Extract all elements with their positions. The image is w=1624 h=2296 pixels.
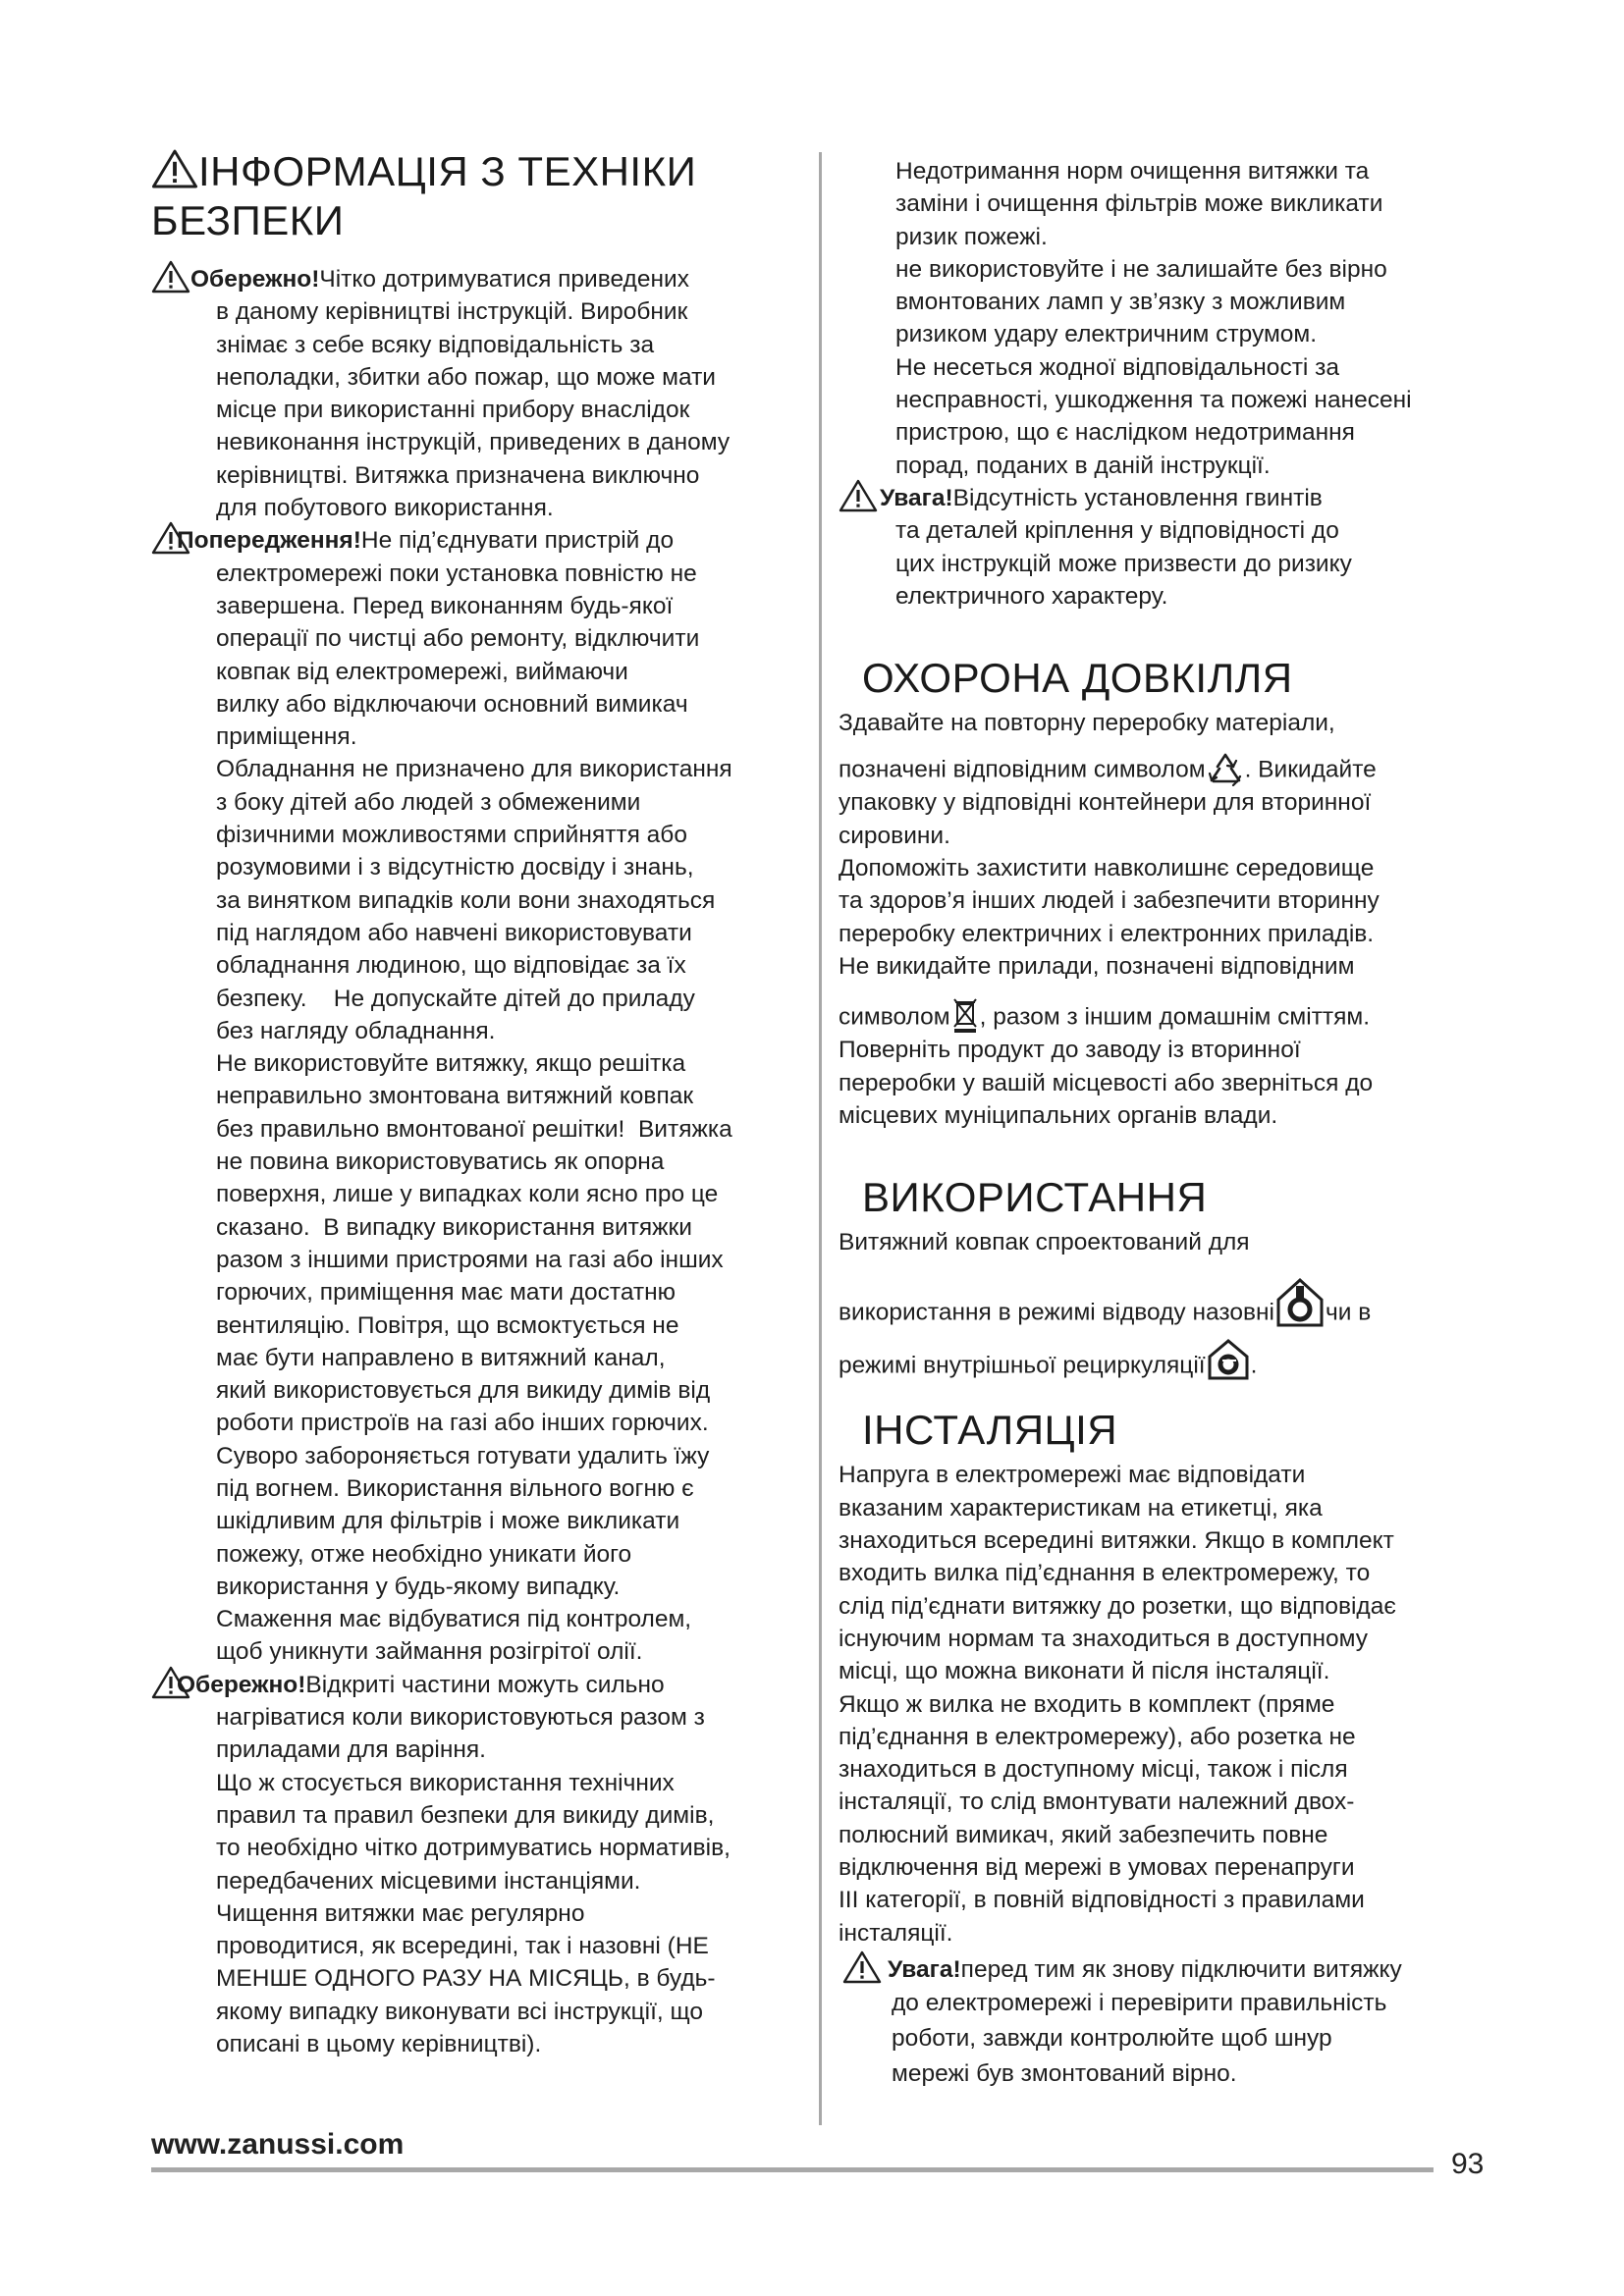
text-line: то необхідно чітко дотримуватись нормативів, (216, 1835, 731, 1862)
text-line: інсталяції, то слід вмонтувати належний двох- (839, 1789, 1355, 1816)
text-line: нагріватися коли використовуються разом з (216, 1704, 705, 1732)
text-line: описані в цьому керівництві). (216, 2031, 542, 2058)
text-line: МЕНШЕ ОДНОГО РАЗУ НА МІСЯЦЬ, в будь- (216, 1965, 716, 1993)
usage-heading: ВИКОРИСТАННЯ (862, 1174, 1208, 1221)
text-line: несправності, ушкодження та пожежі нанесені (895, 387, 1412, 414)
text-line: місці, що можна виконати й після інсталяції. (839, 1658, 1330, 1685)
text-line: інсталяції. (839, 1919, 953, 1947)
text-line: полюсний вимикач, який забезпечить повне (839, 1821, 1328, 1848)
env-lines-3 (839, 786, 1487, 983)
text-line: місце при використанні прибору внаслідок (216, 397, 690, 424)
environment-heading: ОХОРОНА ДОВКІЛЛЯ (862, 655, 1293, 702)
warning-icon (151, 260, 190, 294)
warning-icon (151, 1666, 190, 1699)
text-line: сказано. В випадку використання витяжки (216, 1213, 692, 1241)
text-line: з боку дітей або людей з обмеженими (216, 788, 641, 816)
page-number: 93 (1451, 2148, 1485, 2180)
text-line: приміщення. (216, 723, 357, 751)
text-line: заміни і очищення фільтрів може викликати (895, 190, 1383, 218)
text-line: відключення від мережі в умовах перенапруги (839, 1853, 1355, 1881)
safety-heading: ІНФОРМАЦІЯ З ТЕХНІКИ БЕЗПЕКИ (151, 148, 697, 243)
text-line: Недотримання норм очищення витяжки та (895, 158, 1370, 185)
right-top-lines (839, 155, 1487, 482)
text-line: та деталей кріплення у відповідності до (895, 517, 1339, 545)
text-line: III категорії, в повній відповідності з правилами (839, 1887, 1365, 1914)
text-line: входить вилка під’єднання в електромережу, то (839, 1560, 1371, 1587)
text-line: ризиком удару електричним струмом. (895, 321, 1318, 348)
text-line: слід під’єднати витяжку до розетки, що відповідає (839, 1592, 1396, 1620)
attention-1-lines (886, 514, 1487, 613)
text-line: під наглядом або навчені використовувати (216, 919, 692, 946)
text-line: передбачених місцевими інстанціями. (216, 1867, 641, 1895)
text-line: Не викидайте прилади, позначені відповідним (839, 952, 1355, 980)
text-line: використання у будь-якому випадку. (216, 1573, 621, 1600)
text-line: мережі був змонтований вірно. (892, 2060, 1237, 2088)
text-line: обладнання людиною, що відповідає за їх (216, 952, 686, 980)
text-line: без правильно вмонтованої решітки! Витяжка (216, 1115, 732, 1143)
text-line: фізичними можливостями сприйняття або (216, 822, 687, 849)
text-line: завершена. Перед виконанням будь-якої (216, 592, 674, 619)
text-line: Смаження має відбуватися під контролем, (216, 1606, 692, 1633)
text-line: вилку або відключаючи основний вимикач (216, 690, 688, 718)
attention-block-1: Увага!Відсутність установлення гвинтів та деталей кріплення у відповідності до цих інструкцій може призвести до ризику електричного характеру. (839, 482, 1487, 613)
text-line: сировини. (839, 822, 950, 849)
text-line: Не несеться жодної відповідальності за (895, 353, 1340, 381)
text-line: невиконання інструкцій, приведених в даному (216, 429, 731, 456)
text-line: Обладнання не призначено для використання (216, 756, 732, 783)
text-line: не використовуйте і не залишайте без вірно (895, 255, 1387, 283)
warning-icon (151, 148, 198, 189)
recycle-icon (1206, 751, 1245, 786)
footer-divider (151, 2167, 1434, 2172)
text-line: ризик пожежі. (895, 223, 1048, 250)
usage-line-1: Витяжний ковпак спроектований для (839, 1229, 1250, 1256)
text-line: має бути направлено в витяжний канал, (216, 1344, 666, 1371)
text-line: операції по чистці або ремонту, відключити (216, 625, 700, 653)
column-divider (819, 152, 822, 2125)
text-line: разом з іншими пристроями на газі або інших (216, 1246, 724, 1273)
text-line: Суворо забороняється готувати удалить їжу (216, 1442, 710, 1469)
caution-3-lines (216, 1701, 807, 2060)
text-line: поверхня, лише у випадках коли ясно про це (216, 1181, 719, 1208)
text-line: якому випадку виконувати всі інструкції, що (216, 1998, 704, 2025)
text-line: знаходиться всередині витяжки. Якщо в комплект (839, 1527, 1394, 1555)
attention-block-2: Увага!перед тим як знову підключити витяжку до електромережі і перевірити правильність роботи, завжди контролюйте щоб шнур мережі був змонтований вірно. (839, 1953, 1487, 2092)
text-line: щоб уникнути займання розігрітої олії. (216, 1638, 643, 1666)
text-line: безпеку. Не допускайте дітей до приладу (216, 985, 695, 1012)
text-line: Не використовуйте витяжку, якщо решітка (216, 1050, 686, 1078)
text-line: роботи пристроїв на газі або інших горючих. (216, 1410, 709, 1437)
text-line: керівництві. Витяжка призначена виключно (216, 461, 700, 489)
env-lines-5 (839, 1034, 1487, 1132)
text-line: під’єднання в електромережу), або розетка не (839, 1723, 1356, 1750)
text-line: правил та правил безпеки для викиду димів, (216, 1801, 715, 1829)
text-line: та здоров’я інших людей і забезпечити вторинну (839, 887, 1380, 915)
installation-heading: ІНСТАЛЯЦІЯ (862, 1407, 1118, 1454)
text-line: вмонтованих ламп у зв’язку з можливим (895, 289, 1346, 316)
text-line: Якщо ж вилка не входить в комплект (пряме (839, 1690, 1335, 1718)
text-line: порад, поданих в даній інструкції. (895, 452, 1271, 479)
extraction-mode-icon (1274, 1276, 1326, 1329)
text-line: існуючим нормам та знаходиться в доступному (839, 1625, 1368, 1652)
attention-2-lines (888, 1986, 1487, 2092)
text-line: місцевих муніципальних органів влади. (839, 1101, 1278, 1129)
text-line: переробку електричних і електронних приладів. (839, 920, 1375, 947)
caution-1-lines (216, 295, 807, 524)
text-line: ковпак від електромережі, виймаючи (216, 658, 628, 685)
text-line: переробки у вашій місцевості або зверніться до (839, 1069, 1374, 1096)
left-column (151, 147, 807, 2060)
warning-icon (839, 479, 878, 512)
weee-bin-icon (950, 996, 980, 1034)
text-line: Напруга в електромережі має відповідати (839, 1462, 1306, 1489)
text-line: пожежу, отже необхідно уникати його (216, 1540, 632, 1568)
right-column (839, 155, 1487, 2092)
text-line: горючих, приміщення має мати достатню (216, 1279, 677, 1307)
env-line-4: символом , разом з іншим домашнім сміттям. (839, 996, 1487, 1034)
footer-url[interactable]: www.zanussi.com (151, 2128, 405, 2161)
text-line: без нагляду обладнання. (216, 1017, 496, 1044)
caution-block-2: Попередження!Не під’єднувати пристрій до електромережі поки установка повністю не завершена. Перед виконанням будь-якої операції по чистці або ремонту, відключити ковпак від електромережі, виймаючи вилку або відключаючи основний вимикач приміщення. Обладнання не призначено для використання з боку дітей або людей з обмеженими фізичними можливостями сприйняття або розумовими і з відсутністю досвіду і знань, за винятком випадків коли вони знаходяться під наглядом або навчені використовувати обладнання людиною, що відповідає за їх безпеку. Не допускайте дітей до приладу без нагляду обладнання. Не використовуйте витяжку, якщо решітка неправильно змонтована витяжний ковпак без правильно вмонтованої решітки! Витяжка не повина використовуватись як опорна поверхня, лише у випадках коли ясно про це сказано. В випадку використання витяжки разом з іншими пристроями на газі або інших горючих, приміщення має мати достатню вентиляцію. Повітря, що всмоктується не має бути направлено в витяжний канал, який використовується для викиду димів від роботи пристроїв на газі або інших горючих. Суворо забороняється готувати удалить їжу під вогнем. Використання вільного вогню є шкідливим для фільтрів і може викликати пожежу, отже необхідно уникати його використання у будь-якому випадку. Смаження має відбуватися під контролем, щоб уникнути займання розігрітої олії. (151, 524, 807, 1668)
text-line: Чищення витяжки має регулярно (216, 1899, 585, 1927)
text-line: в даному керівництві інструкцій. Виробник (216, 298, 688, 326)
env-line-1: Здавайте на повторну переробку матеріали, (839, 710, 1335, 737)
text-line: знімає з себе всяку відповідальність за (216, 331, 655, 358)
text-line: під вогнем. Використання вільного вогню є (216, 1474, 694, 1502)
text-line: електромережі поки установка повністю не (216, 560, 697, 587)
text-line: пристрою, що є наслідком недотримання (895, 419, 1355, 447)
text-line: неполадки, збитки або пожар, що може мати (216, 363, 716, 391)
text-line: цих інструкцій може призвести до ризику (895, 550, 1352, 577)
text-line: Поверніть продукт до заводу із вторинної (839, 1037, 1301, 1064)
text-line: приладами для варіння. (216, 1736, 486, 1764)
text-line: за винятком випадків коли вони знаходяться (216, 886, 716, 914)
text-line: шкідливим для фільтрів і може викликати (216, 1508, 680, 1535)
warning-icon (842, 1950, 882, 1984)
text-line: для побутового використання. (216, 495, 554, 522)
text-line: до електромережі і перевірити правильність (892, 1990, 1387, 2017)
text-line: розумовими і з відсутністю досвіду і знань, (216, 854, 694, 881)
caution-block-1: Обережно!Чітко дотримуватися приведених в даному керівництві інструкцій. Виробник знімає з себе всяку відповідальність за неполадки, збитки або пожар, що може мати місце при використанні прибору внаслідок невиконання інструкцій, приведених в даному керівництві. Витяжка призначена виключно для побутового використання. (151, 263, 807, 524)
text-line: Що ж стосується використання технічних (216, 1769, 675, 1796)
install-lines (839, 1459, 1487, 1949)
text-line: вентиляцію. Повітря, що всмоктується не (216, 1311, 679, 1339)
usage-line-3: режимі внутрішньої рециркуляції . (839, 1337, 1487, 1382)
text-line: вказаним характеристикам на етикетці, яка (839, 1494, 1323, 1522)
text-line: який використовується для викиду димів від (216, 1377, 711, 1405)
warning-icon (151, 521, 190, 555)
text-line: знаходиться в доступному місці, також і після (839, 1756, 1348, 1784)
env-line-2: позначені відповідним символом . Викидайте (839, 751, 1487, 786)
caution-2-lines (216, 558, 807, 1669)
text-line: Допоможіть захистити навколишнє середовище (839, 855, 1375, 882)
caution-block-3: Обережно!Відкриті частини можуть сильно нагріватися коли використовуються разом з приладами для варіння. Що ж стосується використання технічних правил та правил безпеки для викиду димів, то необхідно чітко дотримуватись нормативів, передбачених місцевими інстанціями. Чищення витяжки має регулярно проводитися, як всередині, так і назовні (НЕ МЕНШЕ ОДНОГО РАЗУ НА МІСЯЦЬ, в будь- якому випадку виконувати всі інструкції, що описані в цьому керівництві). (151, 1669, 807, 2061)
text-line: не повина використовуватись як опорна (216, 1148, 665, 1176)
usage-line-2: використання в режимі відводу назовні чи в (839, 1276, 1487, 1329)
text-line: електричного характеру. (895, 582, 1168, 610)
text-line: проводитися, як всередині, так і назовні (НЕ (216, 1933, 709, 1960)
text-line: упаковку у відповідні контейнери для вторинної (839, 789, 1372, 817)
text-line: неправильно змонтована витяжний ковпак (216, 1083, 694, 1110)
recirculation-mode-icon (1206, 1337, 1251, 1382)
text-line: роботи, завжди контролюйте щоб шнур (892, 2025, 1332, 2053)
